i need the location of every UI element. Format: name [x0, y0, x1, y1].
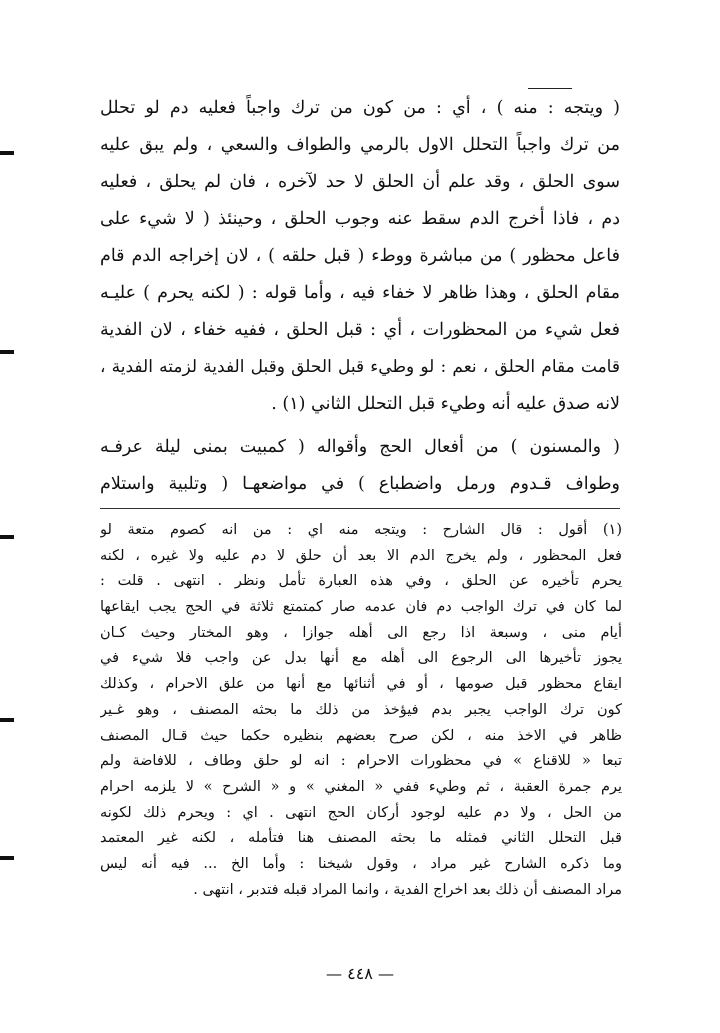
footnote-line: ايقاع محظور قبل صومها ، أو في أثنائها مع أنها من علق الاحرام ، وكذلك	[100, 676, 622, 693]
footnote-line: من الحل ، ولا دم عليه لوجود أركان الحج انتهى . اي : ويحرم ذلك لكونه	[100, 804, 622, 821]
footnote-line: أيام منى ، وسبعة اذا رجع الى أهله جوازا ، وهو المختار وحيث كـان	[100, 624, 622, 641]
footnote-line: مراد المصنف أن ذلك بعد اخراج الفدية ، وانما المراد قبله فتدبر ، انتهى .	[193, 881, 622, 898]
footnote-line: فعل المحظور ، ولم يخرج الدم الا بعد أن حلق لا دم عليه ولا غيره ، لكنه	[100, 547, 622, 564]
footnote-line: وما ذكره الشارح غير مراد ، وقول شيخنا : وأما الخ ... فيه أنه ليس	[100, 855, 622, 872]
page-number: — ٤٤٨ —	[326, 964, 394, 983]
footnote-line: ظاهر في الاخذ منه ، لكن صرح بعضهم بنظيره حكما حيث قـال المصنف	[100, 727, 622, 744]
footnote-line: قبل التحلل الثاني فمثله ما بحثه المصنف هنا فتأمله ، لكنه غير المعتمد	[100, 830, 622, 847]
binding-mark	[0, 535, 14, 539]
footnote-line: تبعا « للاقناع » في محظورات الاحرام : انه لو حلق وطاف ، للافاضة ولم	[100, 753, 622, 770]
main-line: من ترك واجباً التحلل الاول بالرمي والطواف والسعي ، ولم يبق عليه	[100, 135, 620, 155]
main-line: دم ، فاذا أخرج الدم سقط عنه وجوب الحلق ، وحينئذ ( لا شيء على	[100, 209, 620, 229]
footnote-line: لما كان في ترك الواجب دم فان عدمه صار كمتمتع ثلاثة في الحج يجب ايقاعها	[100, 599, 622, 616]
binding-mark	[0, 151, 14, 155]
main-line: مقام الحلق ، وهذا ظاهر لا خفاء فيه ، وأما قوله : ( لكنه يحرم ) عليـه	[100, 283, 620, 303]
footnote-line: كون ترك الواجب يجبر بدم فيؤخذ من ذلك ما بحثه المصنف ، وهو غـير	[100, 701, 622, 718]
main-line: وطواف قـدوم ورمل واضطباع ) في مواضعهـا ( وتلبية واستلام	[100, 474, 620, 494]
binding-mark	[0, 350, 14, 354]
overline-mark	[528, 88, 572, 89]
footnote-line: يرم جمرة العقبة ، ثم وطيء ففي « المغني » و « الشرح » لا يلزمه احرام	[100, 778, 622, 795]
footnote-divider	[100, 508, 620, 509]
main-line: سوى الحلق ، وقد علم أن الحلق لا حد لآخره ، فان لم يحلق ، فعليه	[100, 172, 620, 192]
footnote-text	[100, 518, 622, 903]
main-line: قامت مقام الحلق ، نعم : لو وطيء قبل الحلق وقبل الفدية لزمته الفدية ،	[100, 357, 620, 377]
footnote-line: (١) أقول : قال الشارح : ويتجه منه اي : من انه كصوم متعة لو	[100, 522, 622, 538]
main-line: ( ويتجه : منه ) ، أي : من كون من ترك واجباً فعليه دم لو تحلل	[100, 98, 620, 118]
main-line: فعل شيء من المحظورات ، أي : قبل الحلق ، ففيه خفاء ، لان الفدية	[100, 320, 620, 340]
main-text	[100, 90, 620, 503]
binding-mark	[0, 856, 14, 860]
main-line: فاعل محظور ) من مباشرة ووطء ( قبل حلقه ) ، لان إخراجه الدم قام	[100, 246, 620, 266]
binding-mark	[0, 718, 14, 722]
main-line: لانه صدق عليه أنه وطيء قبل التحلل الثاني (١) .	[271, 394, 620, 414]
main-line: ( والمسنون ) من أفعال الحج وأقواله ( كمبيت بمنى ليلة عرفـه	[100, 437, 620, 457]
footnote-line: يحرم تأخيره عن الحلق ، وفي هذه العبارة تأمل ونظر . انتهى . قلت :	[100, 573, 622, 590]
footnote-line: يجوز تأخيرها الى الرجوع الى أهله مع أنها بدل عن واجب فلا شيء في	[100, 650, 622, 667]
